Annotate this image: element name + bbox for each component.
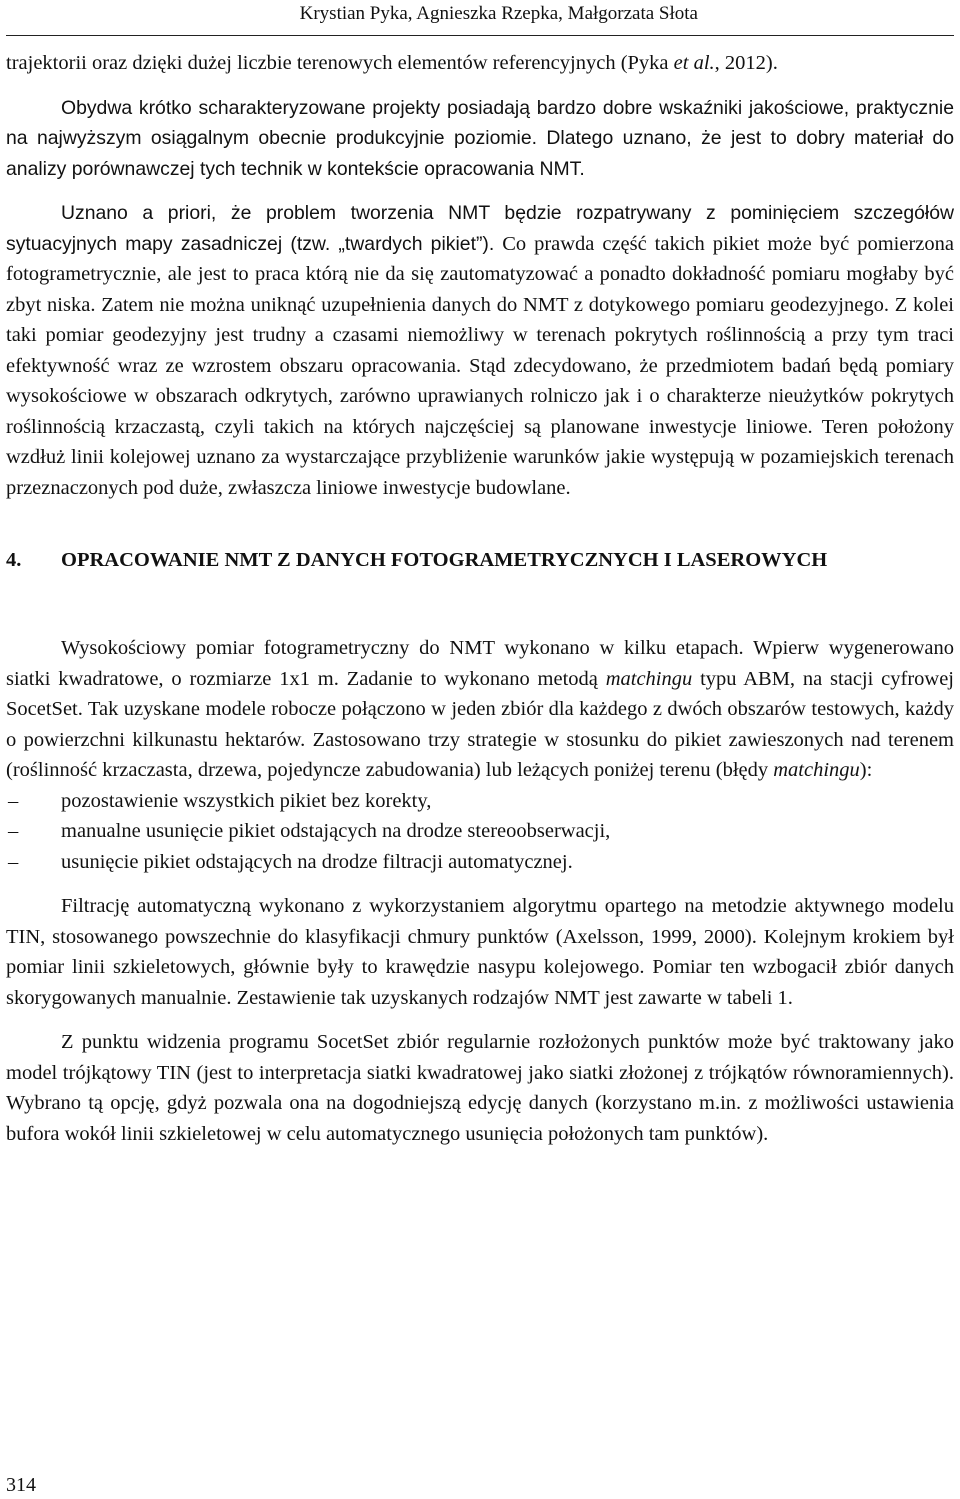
list-item [6,786,954,817]
paragraph-1 [6,48,954,79]
dash-bullet: – [8,820,19,842]
et-al-italic: et al. [673,52,715,74]
list-item-text: usunięcie pikiet odstających na drodze filtracji automatycznej. [61,850,573,873]
paragraph-4-part-e: ): [859,759,873,781]
section-number: 4. [6,549,22,571]
paragraph-3 [6,198,954,503]
paragraph-1-citation-end: , 2012). [714,52,778,74]
paragraph-4-part-a: Wysokościowy pomiar fotogrametryczny do NMT wykonano w kilku etapach. Wpierw wygenerowano siatki kwadratowe, o rozmiarze 1x1 m. Zadanie to wykonano metodą [6,637,954,690]
page-body [6,48,954,1149]
paragraph-3-body: Co prawda część takich pikiet może być pomierzona fotogrametrycznie, ale jest to praca którą nie da się zautomatyzować a ponadto dokładność pomiaru mogłaby być zbyt niska. Zatem nie można uniknąć uzupełnienia danych do NMT z dotykowego pomiaru geodezyjnego. Z kolei taki pomiar geodezyjny jest trudny a czasami niemożliwy w terenach pokrytych roślinnością a przy tym traci efektywność wraz ze wzrostem obszaru opracowania. Stąd zdecydowano, że przedmiotem badań będą pomiary wysokościowe w obszarach odkrytych, zarówno uprawianych rolniczo jak i o charakterze nieużytków pokrytych roślinnością krzaczastą, czyli takich na których najczęściej są planowane inwestycje liniowe. Teren położony wzdłuż linii kolejowej uznano za wystarczające przybliżenie warunków jakie występują w pozamiejskich terenach przeznaczonych pod duże, zwłaszcza liniowe inwestycje budowlane. [6,232,954,499]
paragraph-4-part-c: typu ABM, na stacji cyfrowej SocetSet. Tak uzyskane modele robocze połączono w jeden zbiór dla każdego z dwóch obszarów testowych, każdy o powierzchni kilkunastu hektarów. Zastosowano trzy strategie w stosunku do pikiet zawieszonych nad terenem (roślinność krzaczasta, drzewa, pojedyncze zabudowania) lub leżących poniżej terenu (błędy [6,667,954,781]
list-item [6,816,954,847]
paragraph-3-lead: Uznano a priori, że problem tworzenia NMT będzie rozpatrywany z pominięciem szczegółów sytuacyjnych mapy zasadniczej (tzw. „twardych pikiet”). [6,202,954,255]
list-item-text: manualne usunięcie pikiet odstających na drodze stereoobserwacji, [61,820,611,842]
list-item [6,847,954,878]
paragraph-2: Obydwa krótko scharakteryzowane projekty posiadają bardzo dobre wskaźniki jakościowe, praktycznie na najwyższym osiągalnym obecnie produkcyjnie poziomie. Dlatego uznano, że jest to dobry materiał do analizy porównawczej tych technik w kontekście opracowania NMT. [6,96,954,180]
paragraph-1-text: trajektorii oraz dzięki dużej liczbie terenowych elementów referencyjnych (Pyka [6,52,674,74]
header-rule [6,35,954,36]
matchingu-italic-2: matchingu [773,759,860,781]
paragraph-6: Z punktu widzenia programu SocetSet zbiór regularnie rozłożonych punktów może być traktowany jako model trójkątowy TIN (jest to interpretacja siatki kwadratowej jako siatki złożonej z trójkątów równoramiennych). Wybrano tą opcję, gdyż pozwala ona na dogodniejszą edycję danych (korzystano m.in. z możliwości ustawienia bufora wokół linii szkieletowej w celu automatycznego usunięcia położonych tam punktów). [6,1031,954,1145]
dash-bullet: – [8,789,19,812]
strategy-list [6,786,954,878]
matchingu-italic: matchingu [605,667,693,690]
paragraph-4 [6,633,954,786]
page-number: 314 [6,1474,36,1496]
running-header: Krystian Pyka, Agnieszka Rzepka, Małgorzata Słota [299,3,698,24]
dash-bullet: – [8,850,19,873]
section-title: OPRACOWANIE NMT Z DANYCH FOTOGRAMETRYCZNYCH I LASEROWYCH [61,549,828,571]
paragraph-5: Filtrację automatyczną wykonano z wykorzystaniem algorytmu opartego na metodzie aktywnego modelu TIN, stosowanego powszechnie do klasyfikacji chmury punktów (Axelsson, 1999, 2000). Kolejnym krokiem był pomiar linii szkieletowych, głównie były to krawędzie nasypu kolejowego. Pomiar ten wzbogacił zbiór danych skorygowanych manualnie. Zestawienie tak uzyskanych rodzajów NMT jest zawarte w tabeli 1. [6,895,954,1009]
section-heading [6,545,954,575]
list-item-text: pozostawienie wszystkich pikiet bez korekty, [61,789,432,812]
